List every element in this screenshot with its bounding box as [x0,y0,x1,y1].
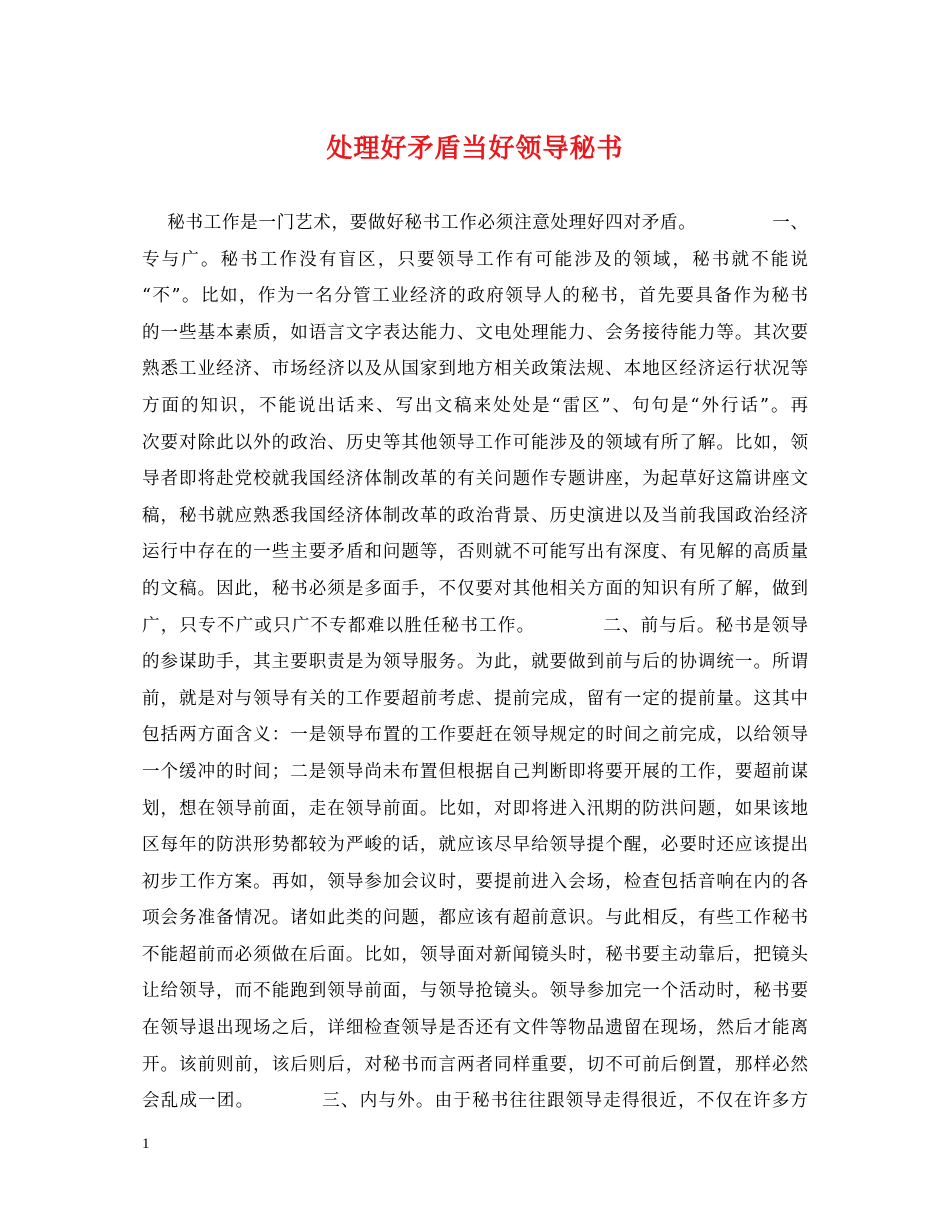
body-line: 的文稿。因此，秘书必须是多面手，不仅要对其他相关方面的知识有所了解，做到 [142,578,808,599]
body-line: 在领导退出现场之后，详细检查领导是否还有文件等物品遗留在现场，然后才能离 [142,1018,808,1039]
body-line: 包括两方面含义：一是领导布置的工作要赶在领导规定的时间之前完成，以给领导 [142,725,808,746]
body-line: 秘书工作是一门艺术，要做好秘书工作必须注意处理好四对矛盾。 一、 [142,213,808,233]
body-line: 初步工作方案。再如，领导参加会议时，要提前进入会场，检查包括音响在内的各 [142,871,808,892]
body-line: 不能超前而必须做在后面。比如，领导面对新闻镜头时，秘书要主动靠后，把镜头 [142,944,808,965]
body-line: 次要对除此以外的政治、历史等其他领导工作可能涉及的领域有所了解。比如，领 [142,432,808,453]
body-line: 划，想在领导前面，走在领导前面。比如，对即将进入汛期的防洪问题，如果该地 [142,798,808,819]
body-line: 稿，秘书就应熟悉我国经济体制改革的政治背景、历史演进以及当前我国政治经济 [142,505,808,526]
page-number: 1 [142,1136,150,1152]
body-line: 开。该前则前，该后则后，对秘书而言两者同样重要，切不可前后倒置，那样必然 [142,1054,808,1075]
body-line: 会乱成一团。 三、内与外。由于秘书往往跟领导走得很近，不仅在许多方 [142,1091,808,1112]
body-line: 前，就是对与领导有关的工作要超前考虑、提前完成，留有一定的提前量。这其中 [142,688,808,709]
body-line: 项会务准备情况。诸如此类的问题，都应该有超前意识。与此相反，有些工作秘书 [142,908,808,929]
body-line: 广，只专不广或只广不专都难以胜任秘书工作。 二、前与后。秘书是领导 [142,615,808,636]
body-line: 方面的知识，不能说出话来、写出文稿来处处是“雷区”、句句是“外行话”。再 [142,395,808,416]
body-line: 熟悉工业经济、市场经济以及从国家到地方相关政策法规、本地区经济运行状况等 [142,359,808,380]
document-title: 处理好矛盾当好领导秘书 [326,134,624,164]
body-line: 区每年的防洪形势都较为严峻的话，就应该尽早给领导提个醒，必要时还应该提出 [142,835,808,856]
body-line: “不”。比如，作为一名分管工业经济的政府领导人的秘书，首先要具备作为秘书 [142,286,808,307]
document-body [142,205,808,1120]
body-line: 专与广。秘书工作没有盲区，只要领导工作有可能涉及的领域，秘书就不能说 [142,249,808,270]
body-line: 的一些基本素质，如语言文字表达能力、文电处理能力、会务接待能力等。其次要 [142,322,808,343]
body-line: 让给领导，而不能跑到领导前面，与领导抢镜头。领导参加完一个活动时，秘书要 [142,981,808,1002]
body-line: 一个缓冲的时间；二是领导尚未布置但根据自己判断即将要开展的工作，要超前谋 [142,761,808,782]
body-line: 导者即将赴党校就我国经济体制改革的有关问题作专题讲座，为起草好这篇讲座文 [142,469,808,490]
body-line: 运行中存在的一些主要矛盾和问题等，否则就不可能写出有深度、有见解的高质量 [142,542,808,563]
body-line: 的参谋助手，其主要职责是为领导服务。为此，就要做到前与后的协调统一。所谓 [142,652,808,673]
